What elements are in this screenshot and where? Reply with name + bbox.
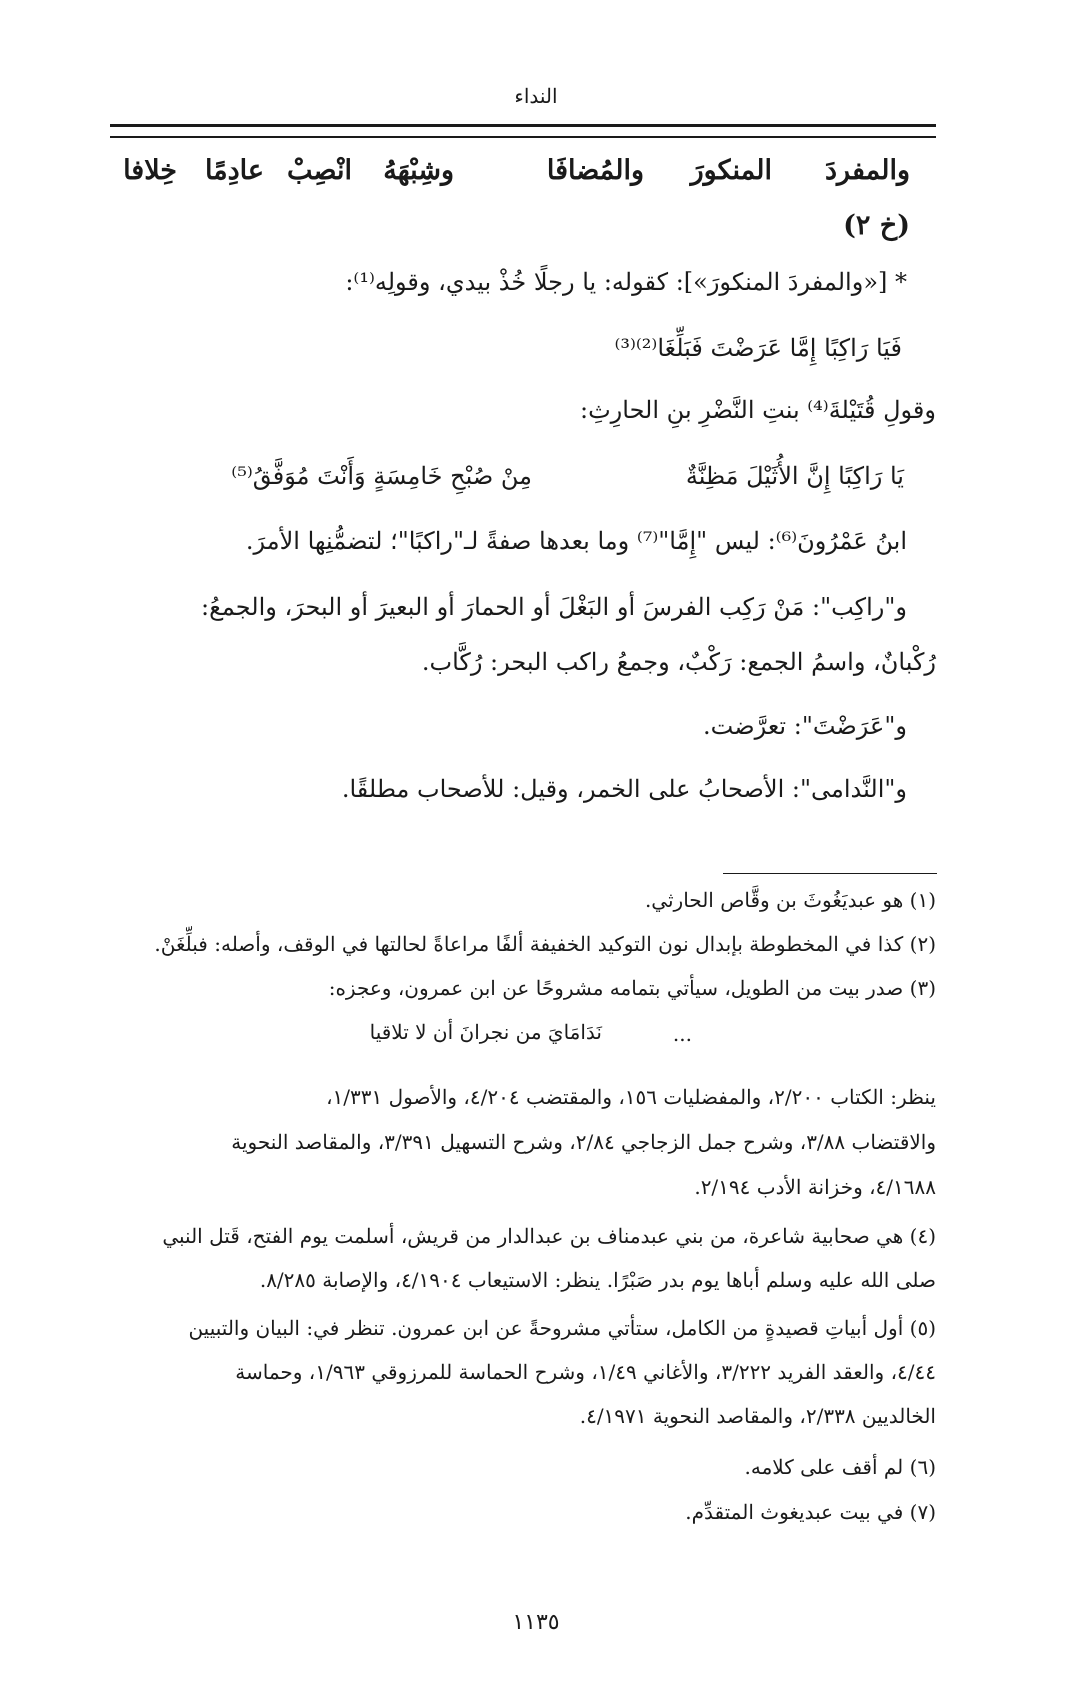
- running-header: النداء: [514, 84, 558, 108]
- body-line: ابنُ عَمْرُونَ⁽⁶⁾: ليس "إِمَّا"⁽⁷⁾ وما بعدها صفةً لـ"راكبًا"؛ لتضمُّنِها الأمرَ.: [245, 527, 907, 555]
- header-rule-thick: [110, 124, 936, 127]
- header-rule-thin: [110, 136, 936, 138]
- body-line: رُكْبانٌ، واسمُ الجمع: رَكْبٌ، وجمعُ راكب البحر: رُكَّاب.: [421, 648, 936, 676]
- footnote-4-cont: صلى الله عليه وسلم أباها يوم بدر صَبْرًا. ينظر: الاستيعاب ٤/١٩٠٤، والإصابة ٨/٢٨٥.: [259, 1268, 936, 1292]
- body-line: و"راكِب": مَنْ رَكِب الفرسَ أو البَغْلَ أو الحمارَ أو البعيرَ أو البحرَ، والجمعُ:: [201, 593, 907, 621]
- verse-word-2: المنكورَ: [690, 155, 772, 186]
- footnote-6: (٦) لم أقف على كلامه.: [744, 1455, 936, 1479]
- footnote-7: (٧) في بيت عبديغوث المتقدِّم.: [685, 1500, 936, 1524]
- body-line: * [«والمفردَ المنكورَ»]: كقوله: يا رجلًا خُذْ بيدي، وقولِه⁽¹⁾:: [345, 268, 907, 296]
- footnote-5: (٥) أول أبياتِ قصيدةٍ من الكامل، ستأتي مشروحةً عن ابن عمرون. تنظر في: البيان والتبيين: [188, 1316, 936, 1340]
- poem-hemistich-1: يَا رَاكِبًا إِنَّ الأُثَيْلَ مَظِنَّةٌ: [685, 462, 904, 490]
- verse-word-7: خِلافا: [123, 155, 177, 186]
- verse-word-1: والمفردَ: [825, 155, 910, 186]
- footnote-3-ref: ينظر: الكتاب ٢/٢٠٠، والمفضليات ١٥٦، والمقتضب ٤/٢٠٤، والأصول ١/٣٣١،: [326, 1085, 936, 1109]
- footnote-3-verse: نَدَامَايَ من نجرانَ أن لا تلاقيا: [369, 1020, 602, 1044]
- body-verse-line: فَيَا رَاكِبًا إِمَّا عَرَضْتَ فَبَلِّغَا⁽²⁾⁽³⁾: [614, 334, 902, 362]
- verse-word-5: انْصِبْ: [287, 155, 352, 186]
- page-number: ١١٣٥: [512, 1610, 560, 1635]
- footnote-3-ref: والاقتضاب ٣/٨٨، وشرح جمل الزجاجي ٢/٨٤، وشرح التسهيل ٣/٣٩١، والمقاصد النحوية: [231, 1130, 936, 1154]
- verse-word-6: عادِمًا: [204, 155, 264, 186]
- footnote-separator: [723, 873, 937, 874]
- body-line: وقولِ قُتَيْلةَ⁽⁴⁾ بنتِ النَّضْرِ بنِ الحارِثِ:: [579, 396, 936, 424]
- footnote-5-cont: الخالديين ٢/٣٣٨، والمقاصد النحوية ٤/١٩٧١.: [579, 1404, 936, 1428]
- footnote-1: (١) هو عبديَغُوثَ بن وقَّاص الحارثي.: [644, 888, 936, 912]
- footnote-3: (٣) صدر بيت من الطويل، سيأتي بتمامه مشروحًا عن ابن عمرون، وعجزه:: [328, 976, 936, 1000]
- verse-word-3: والمُضافَا: [546, 155, 644, 186]
- footnote-5-cont: ٤/٤٤، والعقد الفريد ٣/٢٢٢، والأغاني ١/٤٩، وشرح الحماسة للمرزوقي ١/٩٦٣، وحماسة: [235, 1360, 936, 1384]
- footnote-2: (٢) كذا في المخطوطة بإبدال نون التوكيد الخفيفة ألفًا مراعاةً لحالتها في الوقف، وأصله: فبلِّغَنْ.: [154, 932, 936, 956]
- body-line: و"النَّدامى": الأصحابُ على الخمر، وقيل: للأصحاب مطلقًا.: [341, 775, 907, 803]
- body-line: و"عَرَضْتَ": تعرَّضت.: [703, 712, 907, 740]
- footnote-4: (٤) هي صحابية شاعرة، من بني عبدمناف بن عبدالدار من قريش، أسلمت يوم الفتح، قَتل النبي: [162, 1224, 936, 1248]
- poem-hemistich-2: مِنْ صُبْحِ خَامِسَةٍ وَأَنْتَ مُوَفَّقُ⁽⁵⁾: [231, 462, 532, 490]
- footnote-3-dots: ...: [672, 1022, 692, 1046]
- verse-word-4: وشِبْهَهُ: [383, 155, 454, 186]
- verse-code: (خ ٢): [843, 210, 910, 241]
- footnote-3-ref: ٤/١٦٨٨، وخزانة الأدب ٢/١٩٤.: [694, 1175, 936, 1199]
